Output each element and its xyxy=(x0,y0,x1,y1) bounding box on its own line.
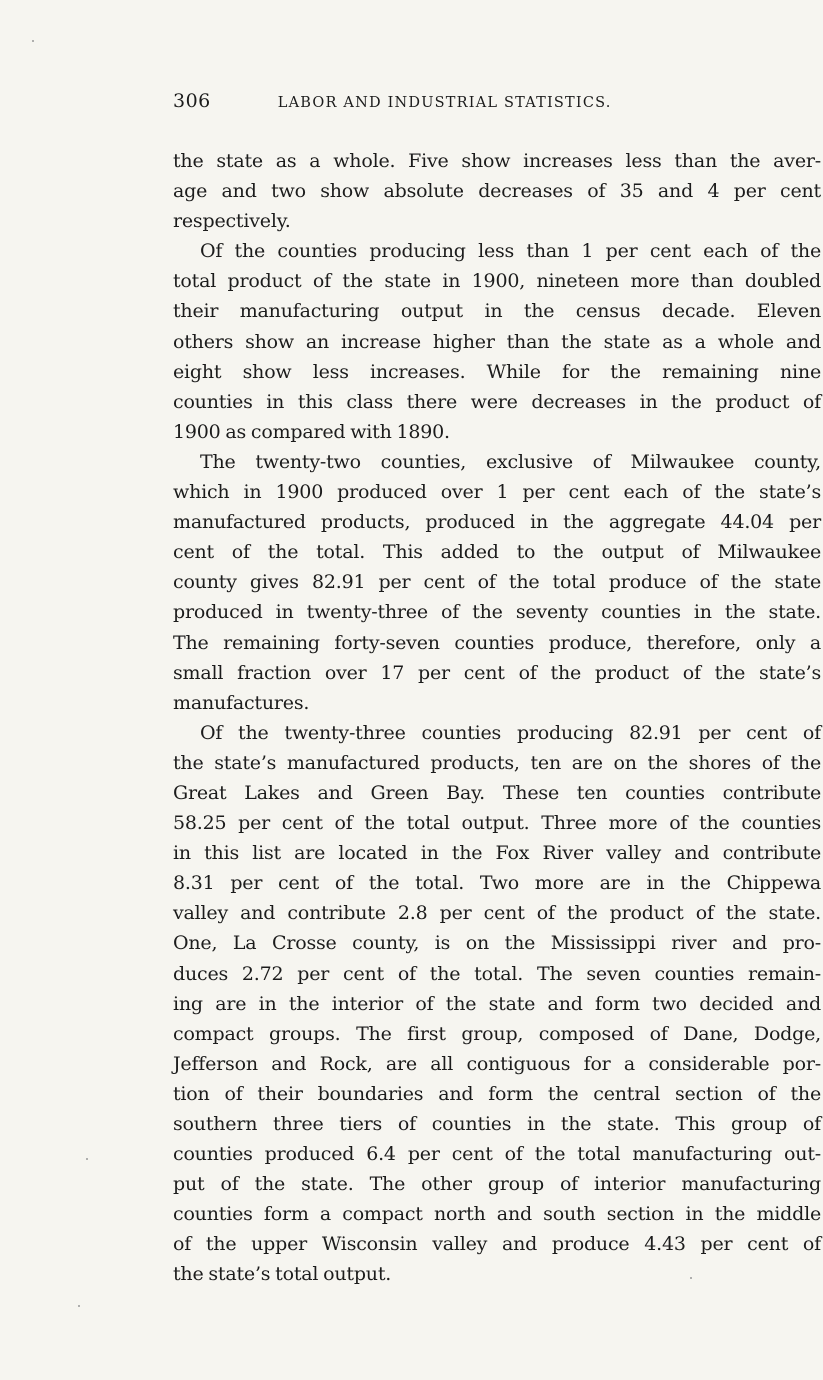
paragraph xyxy=(173,236,821,447)
paragraph xyxy=(173,146,821,236)
text-line: Jefferson and Rock, are all contiguous for a considerable por- xyxy=(173,1052,821,1075)
text-line: the state’s manufactured products, ten are on the shores of the xyxy=(173,751,821,774)
text-line: 58.25 per cent of the total output. Three more of the counties xyxy=(173,812,821,835)
text-line: their manufacturing output in the census decade. Eleven xyxy=(173,300,821,323)
text-line: duces 2.72 per cent of the total. The seven counties remain- xyxy=(173,962,821,985)
text-line: eight show less increases. While for the remaining nine xyxy=(173,360,821,383)
running-title: LABOR AND INDUSTRIAL STATISTICS. xyxy=(277,95,612,111)
text-line: Of the counties producing less than 1 per cent each of the xyxy=(200,240,821,263)
page-header xyxy=(173,90,708,116)
text-line: of the upper Wisconsin valley and produce 4.43 per cent of xyxy=(173,1233,821,1256)
text-line: 8.31 per cent of the total. Two more are in the Chippewa xyxy=(173,872,821,895)
text-line: which in 1900 produced over 1 per cent each of the state’s xyxy=(173,481,821,504)
text-line: manufactures. xyxy=(173,691,310,714)
text-line: One, La Crosse county, is on the Mississippi river and pro- xyxy=(173,932,821,955)
paragraph xyxy=(173,718,821,1290)
scan-speck xyxy=(32,40,34,42)
text-line: total product of the state in 1900, nineteen more than doubled xyxy=(173,270,821,293)
text-line: southern three tiers of counties in the state. This group of xyxy=(173,1113,821,1135)
scan-speck xyxy=(690,1277,692,1279)
text-line: small fraction over 17 per cent of the product of the state’s xyxy=(173,661,821,684)
text-line: tion of their boundaries and form the central section of the xyxy=(173,1082,821,1105)
text-line: manufactured products, produced in the aggregate 44.04 per xyxy=(173,511,821,534)
text-line: the state as a whole. Five show increases less than the aver- xyxy=(173,150,821,172)
text-line: The twenty-two counties, exclusive of Milwaukee county, xyxy=(200,450,821,473)
text-line: in this list are located in the Fox River valley and contribute xyxy=(173,842,821,865)
text-line: age and two show absolute decreases of 35 and 4 per cent xyxy=(173,180,821,203)
body-text xyxy=(173,146,821,1290)
text-line: 1900 as compared with 1890. xyxy=(173,420,450,443)
text-line: valley and contribute 2.8 per cent of the product of the state. xyxy=(173,902,821,925)
text-line: others show an increase higher than the state as a whole and xyxy=(173,330,821,353)
paragraph xyxy=(173,447,821,718)
text-line: respectively. xyxy=(173,210,291,233)
text-line: cent of the total. This added to the output of Milwaukee xyxy=(173,541,821,564)
page-number: 306 xyxy=(173,90,211,112)
text-line: Great Lakes and Green Bay. These ten counties contribute xyxy=(173,781,821,804)
text-line: Of the twenty-three counties producing 82.91 per cent of xyxy=(200,721,821,744)
scan-speck xyxy=(78,1305,80,1307)
scan-speck xyxy=(86,1158,88,1160)
text-line: compact groups. The first group, composed of Dane, Dodge, xyxy=(173,1022,821,1045)
text-line: The remaining forty-seven counties produce, therefore, only a xyxy=(173,631,821,654)
text-line: counties form a compact north and south section in the middle xyxy=(173,1203,821,1226)
text-line: put of the state. The other group of interior manufacturing xyxy=(173,1173,821,1196)
text-line: the state’s total output. xyxy=(173,1263,392,1286)
text-line: counties produced 6.4 per cent of the total manufacturing out- xyxy=(173,1143,821,1166)
text-line: counties in this class there were decreases in the product of xyxy=(173,390,821,413)
text-line: ing are in the interior of the state and form two decided and xyxy=(173,992,821,1015)
text-line: county gives 82.91 per cent of the total produce of the state xyxy=(173,571,821,594)
text-line: produced in twenty-three of the seventy counties in the state. xyxy=(173,601,821,624)
